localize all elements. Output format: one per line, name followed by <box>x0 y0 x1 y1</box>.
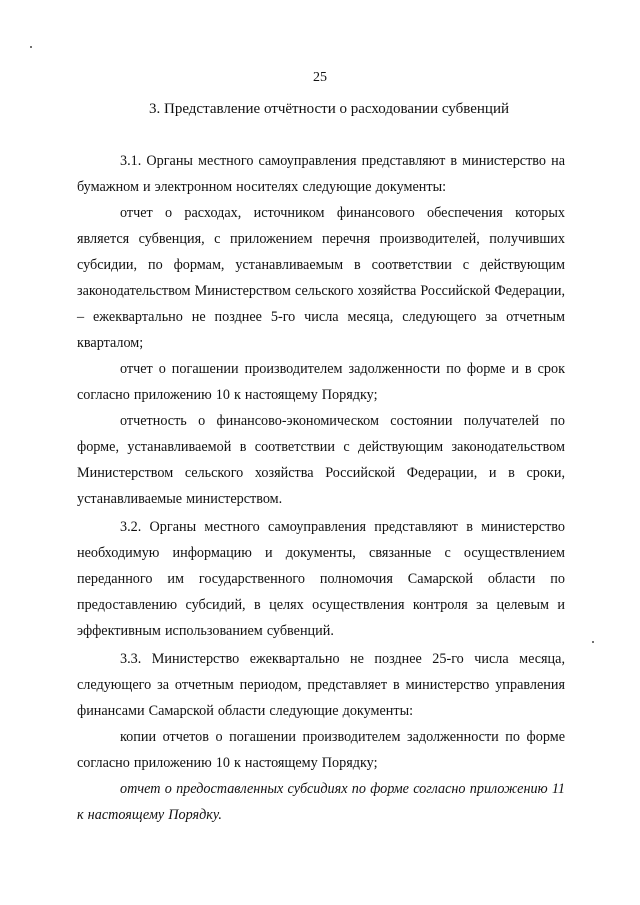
scan-speck <box>30 46 32 48</box>
paragraph-3-3: 3.3. Министерство ежеквартально не позднее 25-го числа месяца, следующего за отчетным периодом, представляет в министерство управления финансами Самарской области следующие документы: <box>77 651 565 719</box>
paragraph-subsidies-report: отчет о предоставленных субсидиях по форме согласно приложению 11 к настоящему Порядку. <box>77 781 565 823</box>
paragraph-report-debt: отчет о погашении производителем задолженности по форме и в срок согласно приложению 10 к настоящему Порядку; <box>77 361 565 403</box>
paragraph-3-2: 3.2. Органы местного самоуправления представляют в министерство необходимую информацию и документы, связанные с осуществлением переданного им государственного полномочия Самарской области по предоставлению субсидий, в целях осуществления контроля за целевым и эффективным использованием субвенций. <box>77 519 565 639</box>
section-title: 3. Представление отчётности о расходовании субвенций <box>149 101 509 117</box>
paragraph-3-1: 3.1. Органы местного самоуправления представляют в министерство на бумажном и электронном носителях следующие документы: <box>77 153 565 195</box>
paragraph-report-financial: отчетность о финансово-экономическом состоянии получателей по форме, устанавливаемой в соответствии с действующим законодательством Министерством сельского хозяйства Российской Федерации, и в сроки, устанавливаемые министерством. <box>77 413 565 507</box>
scan-speck <box>592 641 594 643</box>
paragraph-report-expenses: отчет о расходах, источником финансового обеспечения которых является субвенция, с приложением перечня производителей, получивших субсидии, по формам, устанавливаемым в соответствии с действующим законодательством Министерством сельского хозяйства Российской Федерации, – ежеквартально не позднее 5-го числа месяца, следующего за отчетным кварталом; <box>77 205 565 351</box>
document-body <box>77 148 565 828</box>
page-number: 25 <box>313 70 327 85</box>
paragraph-copies: копии отчетов о погашении производителем задолженности по форме согласно приложению 10 к настоящему Порядку; <box>77 729 565 771</box>
